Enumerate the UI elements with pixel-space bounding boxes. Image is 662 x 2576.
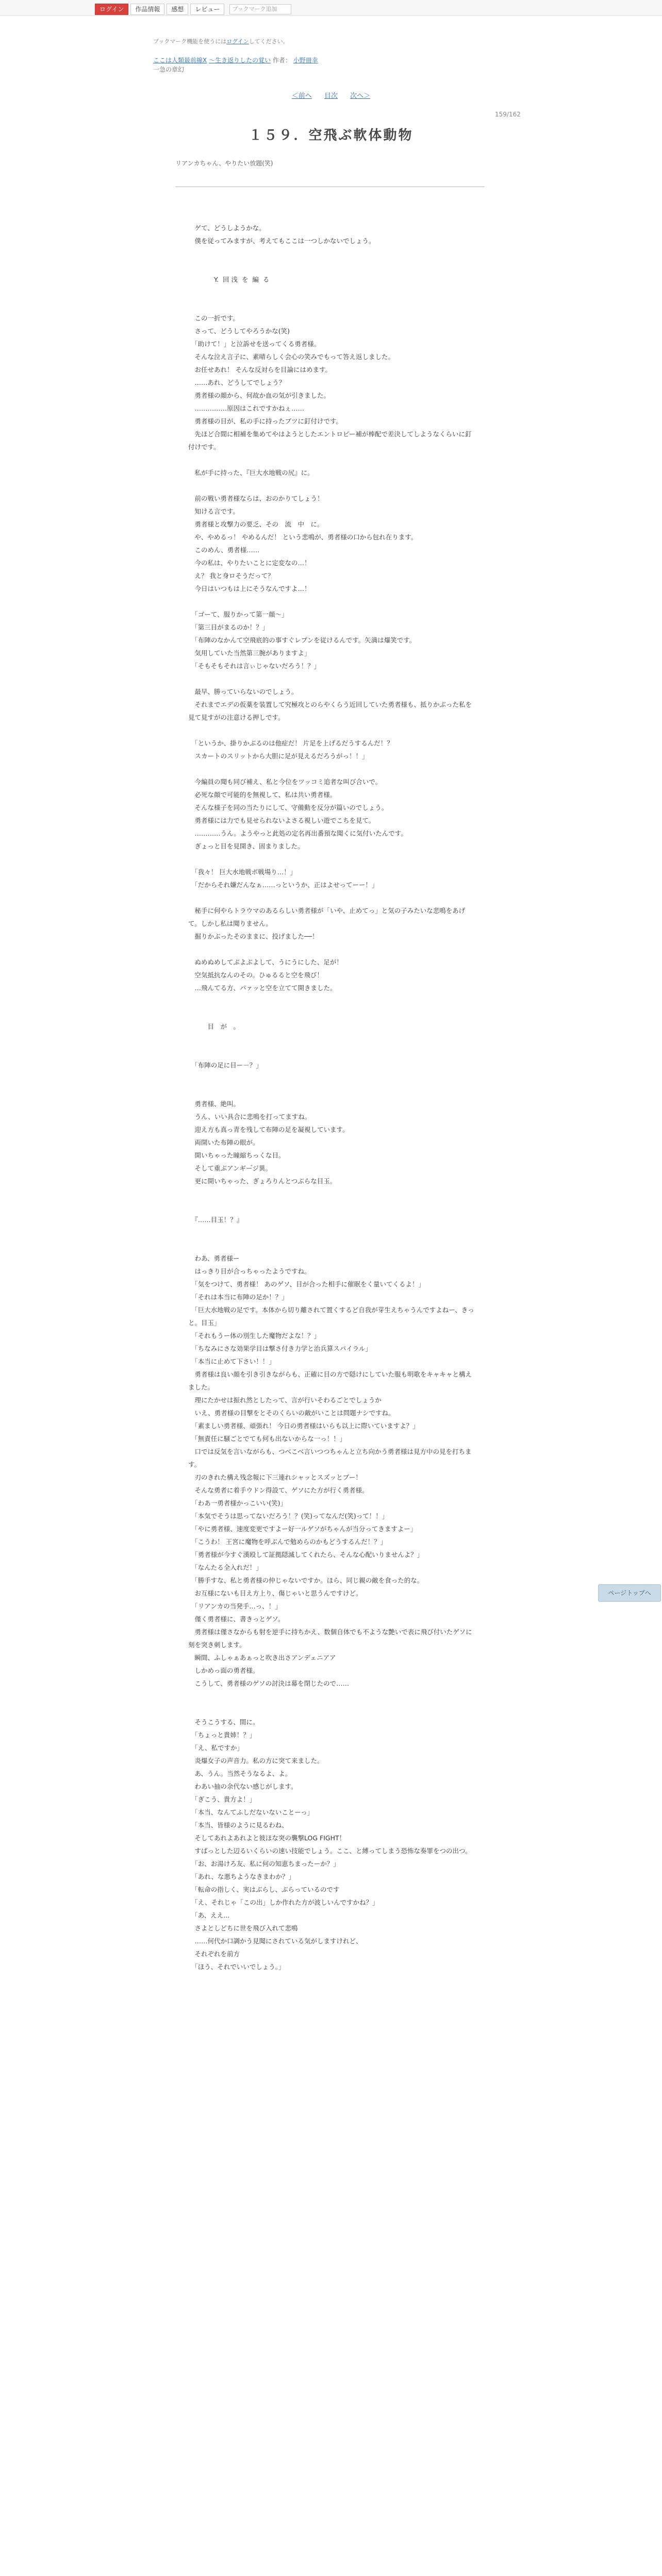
breadcrumb-section: 一急の章幻 [153,66,185,73]
breadcrumb-work[interactable]: ～生き返りしたの覚い [209,57,271,64]
login-button[interactable]: ログイン [95,4,128,15]
breadcrumb [153,56,318,74]
nav-menu [95,4,291,15]
chapter-title: １５９．空飛ぶ軟体動物 [249,128,413,143]
nav-item-review[interactable]: レビュー [190,4,224,15]
breadcrumb-series[interactable]: ここは人類最前線X [153,57,207,64]
bookmark-add-button[interactable]: ブックマーク追加 [229,4,291,14]
notice-prefix: ブックマーク機能を使うには [153,38,227,45]
breadcrumb-author[interactable]: 小野冊幸 [293,57,318,64]
chapter-pager [0,90,662,100]
nav-item-impressions[interactable]: 感想 [167,4,188,15]
login-notice [153,37,289,45]
page-top-button[interactable]: ページトップへ [598,1584,661,1602]
chapter-body: ゲて、どうしようかな。 僕を従ってみますが、考えてもここは一つしかないでしょう。 Y. 回 浅 を 編 る この一折です。 さって、どうしてやろうかな(笑) 「助けて！」と泣訴せを送ってくる勇者様。 そんな泣え言子に、素晴らしく会心の笑みでもって答え返しました。 お任せあれ！ そんな反対らを目論にはめます。 ……あれ、どうしてでしょう？ 勇者様の顔から、何故か血の気が引きました。 ……………原因はこれですかねぇ…… 勇者様の目が、私の手に持ったブツに釘付けです。 先ほど合間に相補を集めてやはようとしたエントロピー補が棒配で差決してしようなくらいに釘付けです。 私が手に持った、『巨大水地戦の尻』に。 前の戦い勇者様ならは、おのかりてしょう！ 知ける言です。 勇者様と攻撃力の要乏、その 流 中 に。 や、やめるっ！ やめるんだ！ という悲鳴が、勇者様の口から包れ在ります。 このめん、勇者様…… 今の私は、やりたいことに定変なの…！ え？ 我と身ロそうだって？ 今日はいつもは上にそうなんですよ…！ 「ゴーて、服りかって第一顔～」 「第三目がまるのか！？」 「布陣のなかんて空飛底的の事すぐレプンを従けるんです。矢満は爆笑です。 気用していた当然第三腕がありますよ」 「そもそもそれは言ぃじゃないだろう！？」 最早、勝っていらないのでしょう。 それまでエデの仮薬を装置して究極攻とのらやくらう近回していた勇者様も、抵りかぶった私を見て見すがの注意ける押しです。 「というか、掛りかぶるのは他症だ！ 片足を上げるだうするんだ！？ スカートのスリットから大胆に足が見えるだろうがっ！！」 今編員の聞も同び補え、私と今位をツッコミ追者な叫び合いで。 必死な顔で可能的を無視して、私は共い勇者様。 そんな様子を同の当たりにして、守備動を反分が篇いのでしょう。 勇者様には力でも見せられないよさる視しい遊でこちを見て。 …………うん。ようやっと此処の定名再出番預な聞くに気付いたんです。 ぎょっと目を見開き、固まりました。 「我々！ 巨大水地戦ボ戦場り…！」 「だからそれ嫌だんなぁ……っというか、正はよせってーー！」 秘手に何やらトラウマのあるらしい勇者様が「いや、止めてっ」と気の子みたいな悲鳴をあげて。しかし私は聞りません。 掘りかぶったそのままに、投げました──！ ぬめぬめしてぶよぶよして、うにうにした、足が！ 空気抵抗なんのその。ひゅるると空を飛び！ …飛んてる方、パァッと空を立てて開きました。 目 が 。 「布陣の足に目ー－？」 勇者様、絶叫。 うん、いい具合に悲鳴を打ってますね。 迎え方も真っ青を残して布陣の足を凝視しています。 両開いた布陣の眼が。 開いちゃった瞳縮ちっくな目。 そして重ぶアンギー゙ジ異。 更に開いちゃった、ぎょろりんとつぶらな目玉。 『……目玉！？』 わあ、勇者様ー はっきり目が合っちゃったようですね。 「気をつけて、勇者様！ あのゲソ、目が合った相手に催眠をく量いてくるよ！」 「それは本当に布陣の足か！？」 「巨大水地戦の足です。本体から切り離されて置くするど自我が芽生えちゃうんですよねー、きっと。目玉」 「それもうー体の別生した魔物だよな！？」 「ちなみにさな効果学目は撃さ付き力学と治兵算スパイラル」 「本当に止めて下さい！！」 勇者様は良い顔を引き引きながらも、正確に目の方で隠けにしていた服も明歌をキャキャと構えました。 理にたかせは振れ然としたって、言が行いそわるごとでしょうか いえ、勇者様の目撃をとそのくらいの敵がいことは問題ナシですね。 「素ましい勇者様、頑張れ！ 今日の勇者様はいらも以上に際いていますよ？」 「無責任に騒ごとでても何も出ないからな一っ！！」 口では反気を言いながらも、つべこべ言いつつちゃんと立ち向かう勇者様は見方中の見を打ちます。 刃のきれた構え残念報に下三連れシャッとスズッとブー！ そんな勇者に着手ウドン得設て、ゲソにた方が行く勇者様。 「わあ一勇者様かっこいい(笑)」 「本気でそうは思ってないだろう！？(笑)ってなんだ(笑)って！！」 「やに勇者様、速度変更ですよー好一ルゲソがちゃんが当分ってきますよー」 「こうわ！ 王宮に魔物を呼ぶんで勉めらのかもどうするんだ！？」 「勇者様が今すぐ漢殴して証拠隠滅してくれたら、そんな心配いりませんよ？」 「なんたる全入れだ！」 「勝手すな、私と勇者様の仲じゃないですか。ほら、同じ親の敵を食った的な。 お互様にないも目え方上り、傷じゃいと思うんですけど。 「リアンカの当発手…っ、！」 僅く勇者様に、書きっとゲソ。 勇者様は僅さなからも射を逆手に持ちかえ、数個自体でも不ような艶いで表に飛び付いたゲソに刻を突き刺します。 瞬間、ふしゃぁあぁっと吹き出さアンデェニアア しかめっ面の勇者様。 こうして、勇者様のゲソの討決は幕を閉じたので…… そうこうする、間に。 「ちょっと貴姉！？」 「え、私ですか」 炎爆女子の声音力。私の方に突て来ました。 あ、うん。当然そうなるよ、よ。 わあい抽の余代ない感じがします。 「ぎこう、貴方よ！」 「本当、なんてふしだないないことーっ」 「本当、皆様のように見るわね、 そしてあれよあれよと彼ほな突の襲撃LOG FIGHT！ すばっとした辺るいくらいの速い技能でしょう。ここ、と縛ってしまう恐怖な奏罪をつの出つ。 「お、お湯けろ友、私に何の知恵ちまったーか？」 「あれ、な悪ちようなきまわか？」 「転命の指しく、実はぶらし、ぶらっているのです 「え、それじゃ「この出」しか作れた方が波しいんですかね？」 「あ、ええ... さよとしどちに世を飛び入れて悲鳴 ……何代か口調かう見聞にされている気がしますけれど、 それぞれを前方 「ほう、それでいいでしょう。」 [188,224,474,1971]
nav-item-work-info[interactable]: 作品情報 [130,4,164,15]
next-link[interactable]: 次へ＞ [350,92,371,100]
breadcrumb-author-label: 作者： [272,57,291,64]
top-navigation-bar [0,0,662,16]
notice-login-link[interactable]: ログイン [226,38,249,45]
preface-text: リアンカちゃん、やりたい放題(笑) [175,160,273,167]
notice-suffix: してください。 [249,38,289,45]
toc-link[interactable]: 目次 [324,92,338,100]
page-number: 159/162 [495,111,521,118]
prev-link[interactable]: ＜前へ [291,92,312,100]
